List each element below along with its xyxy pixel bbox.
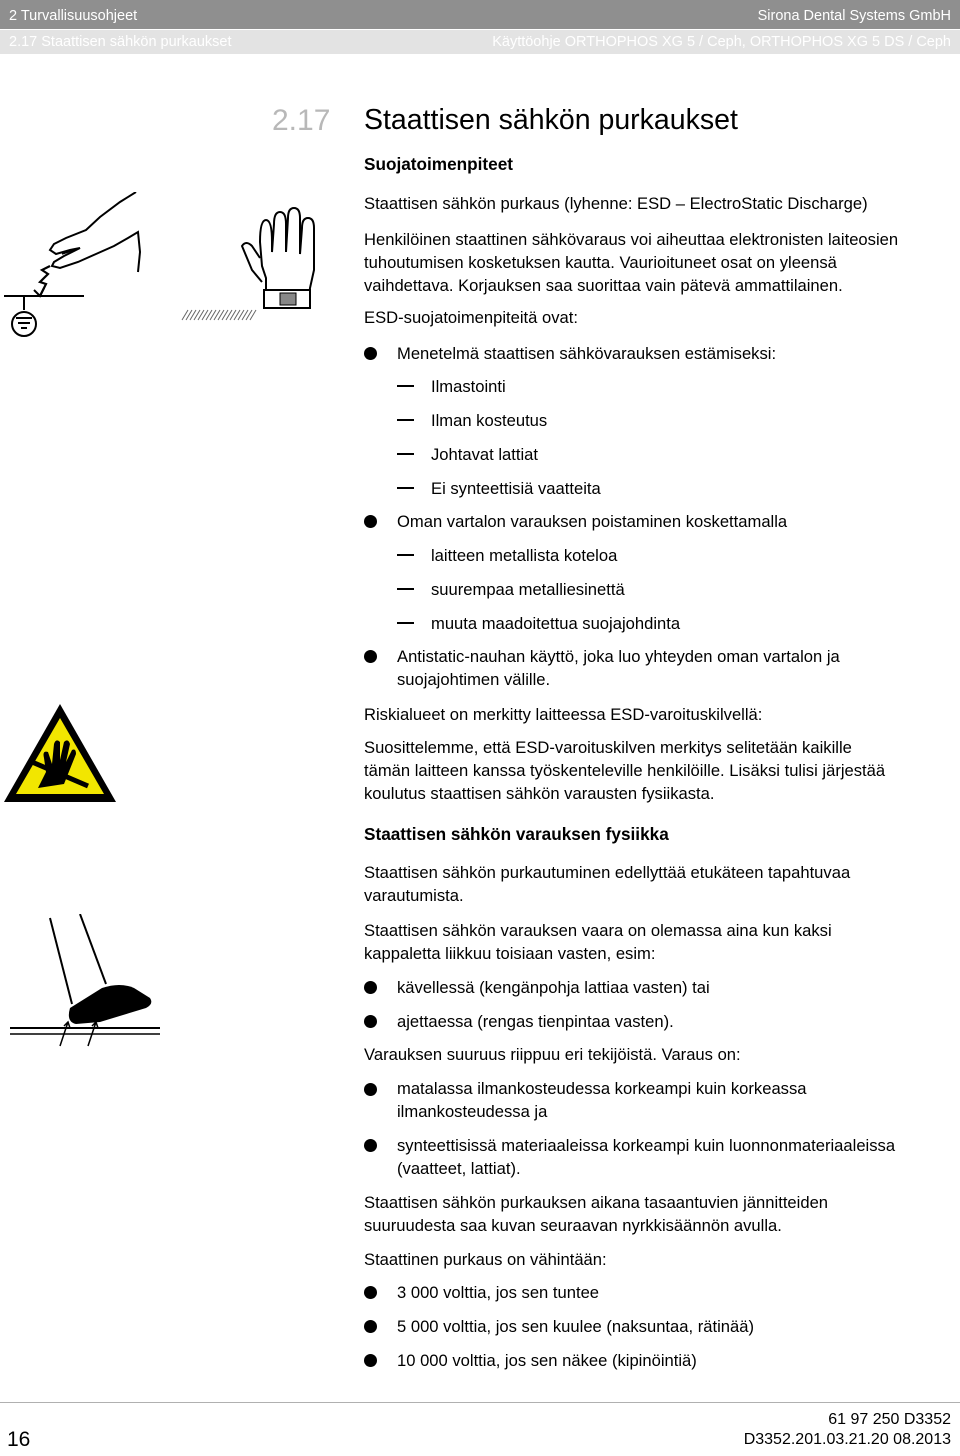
bullet-marker [364,1083,377,1096]
dash-marker [397,588,414,590]
section-title: Staattisen sähkön purkaukset [364,104,738,136]
factor-2-line-1: synteettisissä materiaaleissa korkeampi kuin luonnonmateriaaleissa [397,1136,896,1155]
factor-2-line-2: (vaatteet, lattiat). [397,1159,521,1178]
header-chapter: 2 Turvallisuusohjeet [9,8,138,24]
bullet-marker [364,1015,377,1028]
section-number: 2.17 [272,104,331,137]
measure-bullet-3-line-2: suojajohtimen välille. [397,670,551,689]
finger-discharge-icon [4,192,154,342]
measure-sub-2-2: suurempaa metalliesinettä [431,580,625,599]
level-feel: 3 000 volttia, jos sen tuntee [397,1283,600,1302]
example-driving: ajettaessa (rengas tienpintaa vasten). [397,1012,674,1031]
measure-sub-1-1: Ilmastointi [431,377,506,396]
factor-1-line-2: ilmankosteudessa ja [397,1102,548,1121]
intro-line-2: tuhoutumisen kosketuksen kautta. Vaurioituneet osat on yleensä [364,253,837,272]
level-see: 10 000 volttia, jos sen näkee (kipinöintiä) [397,1351,697,1370]
header-section: 2.17 Staattisen sähkön purkaukset [9,34,232,50]
intro-line-3: vaihdettava. Korjauksen saa suorittaa vain pätevä ammattilainen. [364,276,843,295]
esd-definition: Staattisen sähkön purkaus (lyhenne: ESD – ElectroStatic Discharge) [364,194,868,213]
example-walking: kävellessä (kengänpohja lattiaa vasten) tai [397,978,710,997]
physics-p1-line-1: Staattisen sähkön purkautuminen edellyttää etukäteen tapahtuvaa [364,863,851,882]
esd-warning-sign-icon [2,702,118,806]
bullet-marker [364,347,377,360]
bullet-marker [364,981,377,994]
factor-1-line-1: matalassa ilmankosteudessa korkeampi kuin korkeassa [397,1079,807,1098]
level-hear: 5 000 volttia, jos sen kuulee (naksuntaa, rätinää) [397,1317,754,1336]
bullet-marker [364,1320,377,1333]
minimum-discharge-line: Staattinen purkaus on vähintään: [364,1250,607,1269]
measure-sub-1-2: Ilman kosteutus [431,411,548,430]
risk-areas-line: Riskialueet on merkitty laitteessa ESD-varoituskilvellä: [364,705,763,724]
bullet-marker [364,650,377,663]
bullet-marker [364,1139,377,1152]
measure-sub-2-3: muuta maadoitettua suojajohdinta [431,614,681,633]
physics-p2-line-1: Staattisen sähkön varauksen vaara on olemassa aina kun kaksi [364,921,832,940]
dash-marker [397,385,414,387]
bullet-marker [364,1286,377,1299]
equalize-line-2: suuruudesta saa kuvan seuraavan nyrkkisäännön avulla. [364,1216,782,1235]
shoe-charging-icon [10,914,160,1048]
order-number: 61 97 250 D3352 [828,1411,951,1428]
header-row-bottom [0,30,960,54]
recommend-line-3: koulutus staattisen sähkön varausten fysiikasta. [364,784,715,803]
protection-heading: Suojatoimenpiteet [364,154,513,174]
dash-marker [397,419,414,421]
bullet-marker [364,1354,377,1367]
intro-line-1: Henkilöinen staattinen sähkövaraus voi aiheuttaa elektronisten laiteosien [364,230,899,249]
recommend-line-1: Suosittelemme, että ESD-varoituskilven merkitys selitetään kaikille [364,738,852,757]
equalize-line-1: Staattisen sähkön purkauksen aikana tasaantuvien jännitteiden [364,1193,829,1212]
measure-sub-1-3: Johtavat lattiat [431,445,539,464]
footer-divider [0,1402,960,1403]
measure-bullet-2: Oman vartalon varauksen poistaminen koskettamalla [397,512,788,531]
charge-depends-line: Varauksen suuruus riippuu eri tekijöistä. Varaus on: [364,1045,741,1064]
header-manual: Käyttöohje ORTHOPHOS XG 5 / Ceph, ORTHOPHOS XG 5 DS / Ceph [492,34,951,50]
document-code: D3352.201.03.21.20 08.2013 [743,1431,951,1448]
header-company: Sirona Dental Systems GmbH [757,8,951,24]
measure-bullet-1: Menetelmä staattisen sähkövarauksen estämiseksi: [397,344,777,363]
measure-sub-2-1: laitteen metallista koteloa [431,546,618,565]
physics-heading: Staattisen sähkön varauksen fysiikka [364,824,669,844]
dash-marker [397,622,414,624]
page-number: 16 [7,1428,31,1451]
physics-p1-line-2: varautumista. [364,886,464,905]
dash-marker [397,487,414,489]
recommend-line-2: tämän laitteen kanssa työskenteleville henkilöille. Lisäksi tulisi järjestää [364,761,886,780]
measure-sub-1-4: Ei synteettisiä vaatteita [431,479,601,498]
header-row-top [0,0,960,29]
wrist-strap-icon [180,206,320,322]
page-header [0,0,960,54]
physics-p2-line-2: kappaletta liikkuu toisiaan vasten, esim: [364,944,656,963]
measure-bullet-3-line-1: Antistatic-nauhan käyttö, joka luo yhteyden oman vartalon ja [397,647,840,666]
dash-marker [397,554,414,556]
dash-marker [397,453,414,455]
bullet-marker [364,515,377,528]
measures-intro: ESD-suojatoimenpiteitä ovat: [364,308,578,327]
